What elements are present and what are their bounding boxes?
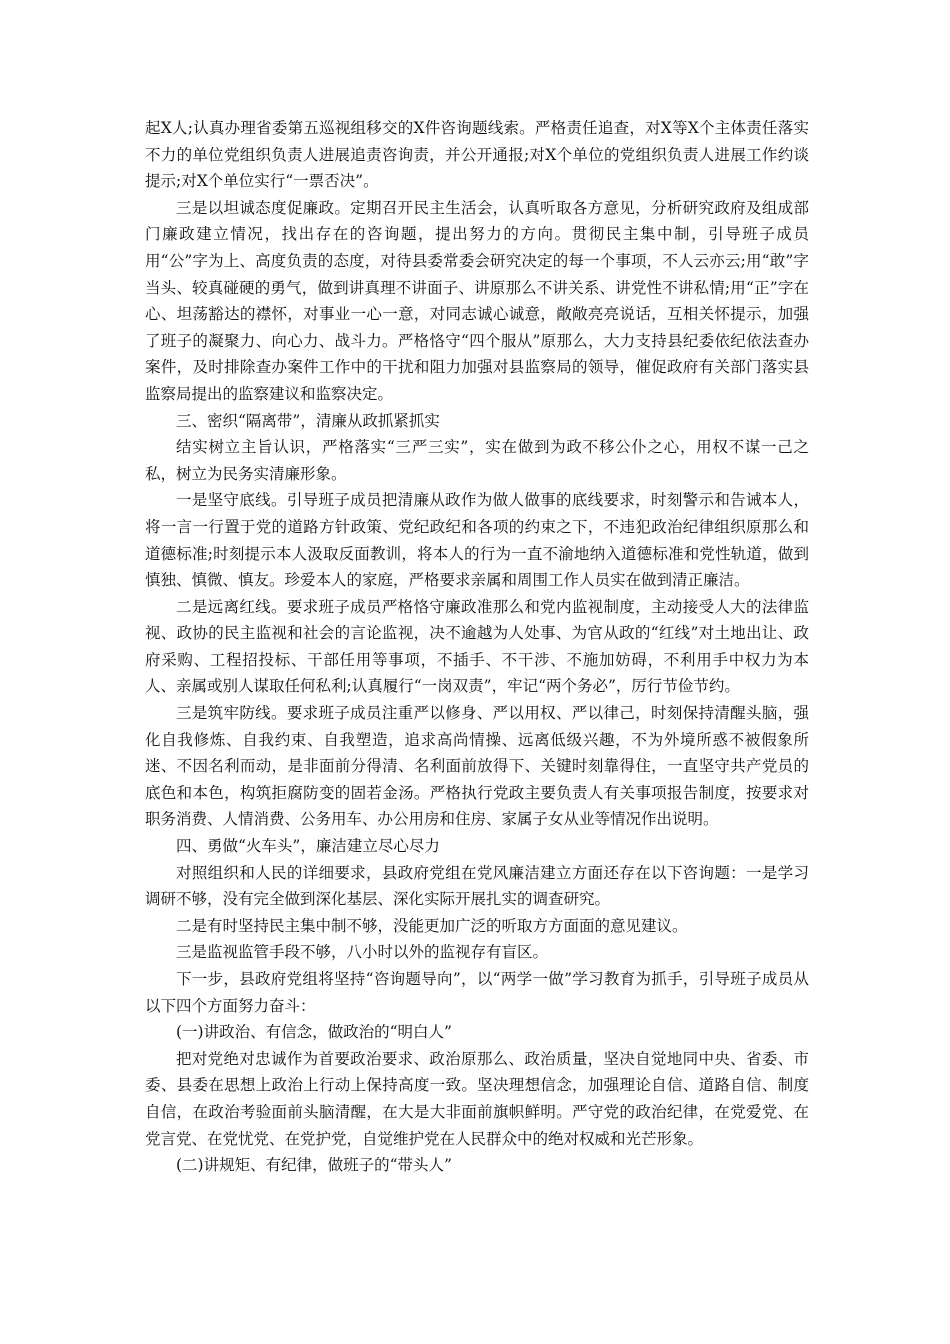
paragraph-7: 三是筑牢防线。要求班子成员注重严以修身、严以用权、严以律己，时刻保持清醒头脑，强化自我修炼、自我约束、自我塑造，追求高尚情操、远离低级兴趣，不为外境所惑不被假象所迷、不因名利而动，是非面前分得清、名利面前放得下、关键时刻靠得住，一直坚守共产党员的底色和本色，构筑拒腐防变的固若金汤。严格执行党政主要负责人有关事项报告制度，按要求对职务消费、人情消费、公务用车、办公用房和住房、家属子女从业等情况作出说明。 — [145, 704, 809, 829]
paragraph-14: 把对党绝对忠诚作为首要政治要求、政治原那么、政治质量，坚决自觉地同中央、省委、市委、县委在思想上政治上行动上保持高度一致。坚决理想信念，加强理论自信、道路自信、制度自信，在政治考验面前头脑清醒，在大是大非面前旗帜鲜明。严守党的政治纪律，在党爱党、在党言党、在党忧党、在党护党，自觉维护党在人民群众中的绝对权威和光芒形象。 — [145, 1049, 809, 1148]
document-page — [145, 115, 809, 1179]
paragraph-6: 二是远离红线。要求班子成员严格恪守廉政准那么和党内监视制度，主动接受人大的法律监视、政协的民主监视和社会的言论监视，决不逾越为人处事、为官从政的“红线”对土地出让、政府采购、工程招投标、干部任用等事项，不插手、不干涉、不施加妨碍，不利用手中权力为本人、亲属或别人谋取任何私利;认真履行“一岗双责”，牢记“两个务必”，厉行节俭节约。 — [145, 597, 809, 696]
paragraph-12: 下一步，县政府党组将坚持“咨询题导向”，以“两学一做”学习教育为抓手，引导班子成员从以下四个方面努力奋斗： — [145, 970, 809, 1015]
paragraph-5: 一是坚守底线。引导班子成员把清廉从政作为做人做事的底线要求，时刻警示和告诫本人，将一言一行置于党的道路方针政策、党纪政纪和各项的约束之下，不违犯政治纪律组织原那么和道德标准;时刻提示本人汲取反面教训，将本人的行为一直不渝地纳入道德标准和党性轨道，做到慎独、慎微、慎友。珍爱本人的家庭，严格要求亲属和周围工作人员实在做到清正廉洁。 — [145, 491, 809, 590]
paragraph-11: 三是监视监管手段不够，八小时以外的监视存有盲区。 — [176, 943, 549, 962]
paragraph-4: 结实树立主旨认识，严格落实“三严三实”，实在做到为政不移公仆之心，用权不谋一己之私，树立为民务实清廉形象。 — [145, 438, 809, 483]
subheading-2: (二)讲规矩、有纪律，做班子的“带头人” — [176, 1156, 452, 1175]
paragraph-1: 起X人;认真办理省委第五巡视组移交的X件咨询题线索。严格责任追查，对X等X个主体责任落实不力的单位党组织负责人进展追责咨询责，并公开通报;对X个单位的党组织负责人进展工作约谈提示;对X个单位实行“一票否决”。 — [145, 119, 809, 191]
paragraph-9: 对照组织和人民的详细要求，县政府党组在党风廉洁建立方面还存在以下咨询题：一是学习调研不够，没有完全做到深化基层、深化实际开展扎实的调查研究。 — [145, 863, 809, 909]
section-heading-3: 三、密织“隔离带”，清廉从政抓紧抓实 — [176, 411, 440, 430]
subheading-1: (一)讲政治、有信念，做政治的“明白人” — [176, 1023, 452, 1042]
section-heading-4: 四、勇做“火车头”，廉洁建立尽心尽力 — [176, 837, 440, 856]
paragraph-2: 三是以坦诚态度促廉政。定期召开民主生活会，认真听取各方意见，分析研究政府及组成部门廉政建立情况，找出存在的咨询题，提出努力的方向。贯彻民主集中制，引导班子成员用“公”字为上、高度负责的态度，对待县委常委会研究决定的每一个事项，不人云亦云;用“敢”字当头、较真碰硬的勇气，做到讲真理不讲面子、讲原那么不讲关系、讲党性不讲私情;用“正”字在心、坦荡豁达的襟怀，对事业一心一意，对同志诚心诚意，敞敞亮亮说话，互相关怀提示，加强了班子的凝聚力、向心力、战斗力。严格恪守“四个服从”原那么，大力支持县纪委依纪依法查办案件，及时排除查办案件工作中的干扰和阻力加强对县监察局的领导，催促政府有关部门落实县监察局提出的监察建议和监察决定。 — [145, 198, 809, 403]
paragraph-10: 二是有时坚持民主集中制不够，没能更加广泛的听取方方面面的意见建议。 — [176, 916, 688, 935]
